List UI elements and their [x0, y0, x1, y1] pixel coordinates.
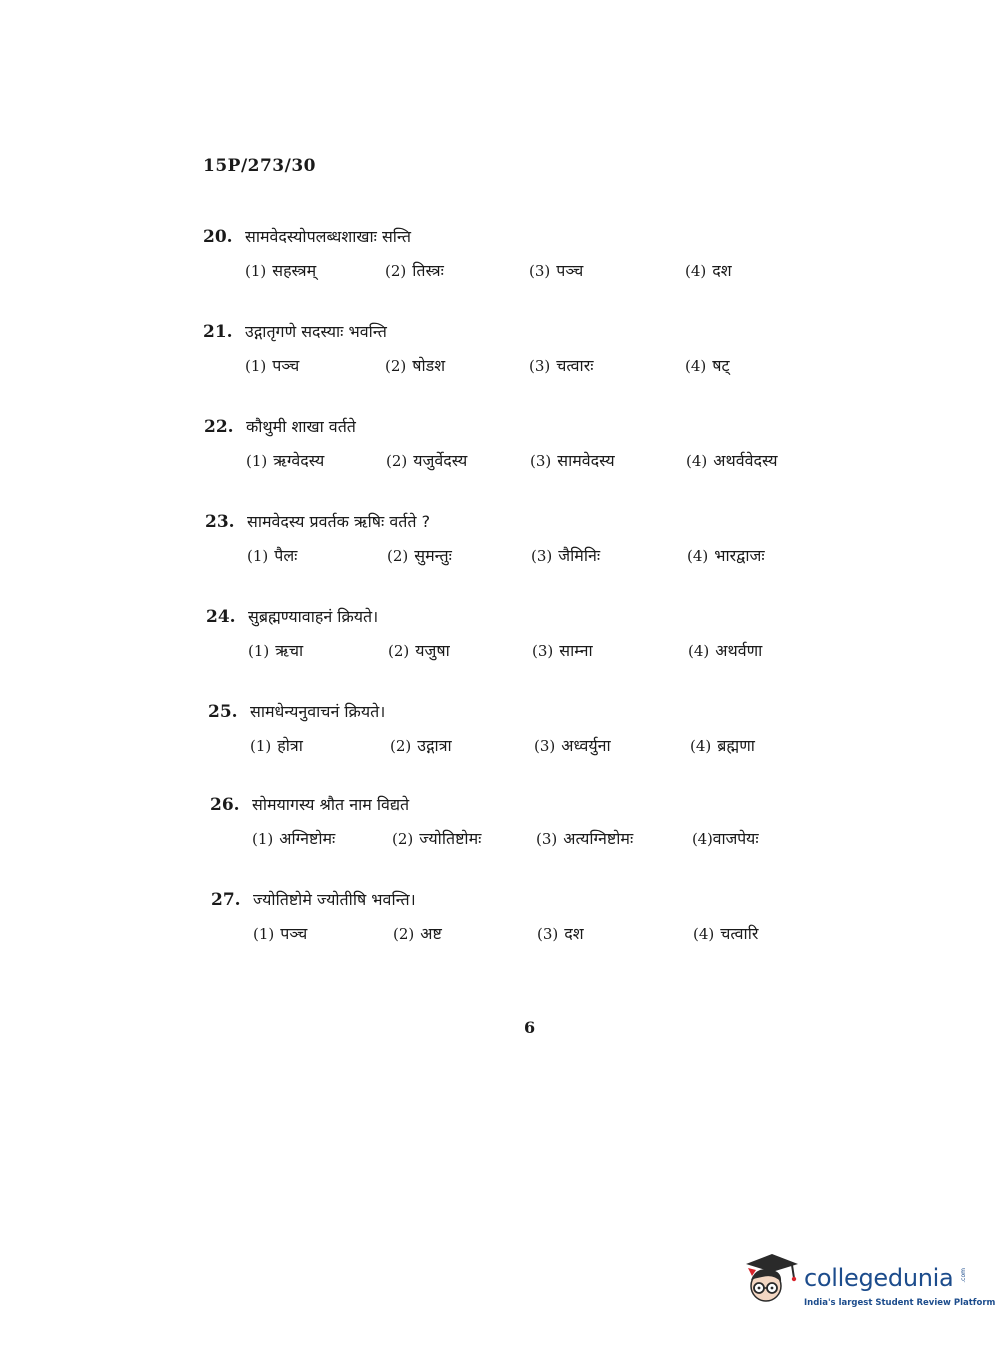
question-24 — [206, 605, 846, 675]
question-text: सामधेन्यनुवाचनं क्रियते। — [250, 702, 386, 721]
student-mascot-icon — [742, 1250, 802, 1312]
paper-code: 15P/273/30 — [203, 156, 317, 176]
option-number: (1) — [247, 547, 269, 565]
option-2 — [385, 259, 444, 281]
option-text: अत्यग्निष्टोमः — [563, 829, 634, 848]
question-text: सुब्रह्मण्यावाहनं क्रियते। — [248, 607, 379, 626]
option-number: (4) — [688, 642, 710, 660]
question-22 — [204, 415, 844, 485]
question-text: उद्गातृगणे सदस्याः भवन्ति — [245, 322, 387, 341]
option-1 — [248, 639, 303, 661]
option-text: अष्ट — [420, 924, 442, 943]
option-2 — [393, 922, 442, 944]
brand-name: collegedunia — [804, 1264, 954, 1292]
option-text: सामवेदस्य — [557, 451, 615, 470]
option-number: (4) — [690, 737, 712, 755]
option-number: (4) — [692, 830, 713, 848]
option-1 — [250, 734, 303, 756]
question-number: 26. — [210, 795, 240, 815]
option-text: सहस्त्रम् — [272, 261, 317, 280]
option-4 — [685, 354, 730, 376]
option-number: (1) — [248, 642, 270, 660]
option-text: तिस्त्रः — [412, 261, 444, 280]
option-1 — [245, 259, 316, 281]
option-number: (1) — [252, 830, 274, 848]
option-text: ज्योतिष्टोमः — [419, 829, 482, 848]
question-27 — [211, 888, 851, 958]
option-text: अथर्ववेदस्य — [713, 451, 778, 470]
option-number: (4) — [693, 925, 715, 943]
option-4 — [692, 827, 758, 849]
page-number: 6 — [524, 1018, 536, 1037]
option-1 — [246, 449, 324, 471]
question-number: 20. — [203, 227, 233, 247]
option-number: (1) — [245, 262, 267, 280]
option-text: पञ्च — [556, 261, 584, 280]
option-number: (1) — [246, 452, 268, 470]
brand-tagline: India's largest Student Review Platform — [804, 1298, 996, 1308]
option-number: (2) — [386, 452, 408, 470]
option-text: ऋग्वेदस्य — [273, 451, 325, 470]
question-25 — [208, 700, 848, 770]
option-3 — [532, 639, 593, 661]
option-number: (3) — [536, 830, 558, 848]
option-number: (3) — [531, 547, 553, 565]
question-text: सामवेदस्योपलब्धशाखाः सन्ति — [245, 227, 411, 246]
option-text: ब्रह्मणा — [717, 736, 755, 755]
option-text: दश — [564, 924, 584, 943]
option-4 — [690, 734, 755, 756]
option-text: यजुर्वेदस्य — [413, 451, 468, 470]
option-number: (4) — [685, 357, 707, 375]
option-1 — [252, 827, 335, 849]
option-4 — [686, 449, 778, 471]
option-number: (1) — [250, 737, 272, 755]
option-2 — [387, 544, 452, 566]
option-number: (2) — [390, 737, 412, 755]
option-2 — [386, 449, 467, 471]
question-text: सोमयागस्य श्रौत नाम विद्यते — [252, 795, 410, 814]
option-number: (3) — [529, 357, 551, 375]
option-number: (2) — [385, 357, 407, 375]
option-1 — [247, 544, 297, 566]
option-3 — [529, 354, 593, 376]
option-1 — [253, 922, 307, 944]
option-number: (2) — [387, 547, 409, 565]
option-text: अध्वर्युना — [561, 736, 611, 755]
option-number: (3) — [537, 925, 559, 943]
question-number: 27. — [211, 890, 241, 910]
option-text: होत्रा — [277, 736, 303, 755]
question-number: 21. — [203, 322, 233, 342]
question-text: कौथुमी शाखा वर्तते — [246, 417, 356, 436]
option-number: (3) — [532, 642, 554, 660]
option-number: (1) — [253, 925, 275, 943]
option-3 — [531, 544, 600, 566]
question-26 — [210, 793, 850, 863]
brand-domain: .com — [960, 1268, 967, 1283]
option-3 — [529, 259, 583, 281]
option-number: (4) — [687, 547, 709, 565]
question-number: 25. — [208, 702, 238, 722]
option-number: (4) — [685, 262, 707, 280]
option-2 — [392, 827, 481, 849]
option-text: दश — [712, 261, 732, 280]
option-number: (2) — [393, 925, 415, 943]
option-number: (3) — [534, 737, 556, 755]
option-3 — [536, 827, 633, 849]
option-text: यजुषा — [415, 641, 450, 660]
question-text: सामवेदस्य प्रवर्तक ऋषिः वर्तते ? — [247, 512, 431, 531]
option-text: चत्वारि — [720, 924, 759, 943]
option-number: (2) — [385, 262, 407, 280]
option-text: पञ्च — [272, 356, 300, 375]
option-1 — [245, 354, 299, 376]
option-number: (2) — [392, 830, 414, 848]
question-number: 22. — [204, 417, 234, 437]
question-number: 23. — [205, 512, 235, 532]
option-text: भारद्वाजः — [714, 546, 765, 565]
option-4 — [685, 259, 732, 281]
question-21 — [203, 320, 843, 390]
option-text: साम्ना — [559, 641, 593, 660]
option-text: षट् — [712, 356, 730, 375]
option-text: षोडश — [412, 356, 446, 375]
option-text: पञ्च — [280, 924, 308, 943]
option-number: (4) — [686, 452, 708, 470]
option-2 — [385, 354, 445, 376]
option-3 — [534, 734, 611, 756]
collegedunia-watermark[interactable] — [742, 1250, 996, 1320]
option-4 — [687, 544, 765, 566]
option-number: (1) — [245, 357, 267, 375]
option-text: ऋचा — [275, 641, 304, 660]
option-text: अग्निष्टोमः — [279, 829, 336, 848]
option-text: वाजपेयः — [712, 829, 759, 848]
option-text: चत्वारः — [556, 356, 594, 375]
option-4 — [688, 639, 762, 661]
option-text: सुमन्तुः — [414, 546, 452, 565]
option-number: (2) — [388, 642, 410, 660]
option-3 — [530, 449, 615, 471]
question-number: 24. — [206, 607, 236, 627]
question-23 — [205, 510, 845, 580]
question-text: ज्योतिष्टोमे ज्योतीषि भवन्ति। — [253, 890, 416, 909]
option-3 — [537, 922, 584, 944]
option-text: उद्गात्रा — [417, 736, 452, 755]
option-text: पैलः — [274, 546, 298, 565]
option-2 — [388, 639, 450, 661]
option-number: (3) — [529, 262, 551, 280]
option-4 — [693, 922, 758, 944]
option-2 — [390, 734, 452, 756]
option-text: अथर्वणा — [715, 641, 763, 660]
option-number: (3) — [530, 452, 552, 470]
question-20 — [203, 225, 843, 295]
option-text: जैमिनिः — [558, 546, 601, 565]
